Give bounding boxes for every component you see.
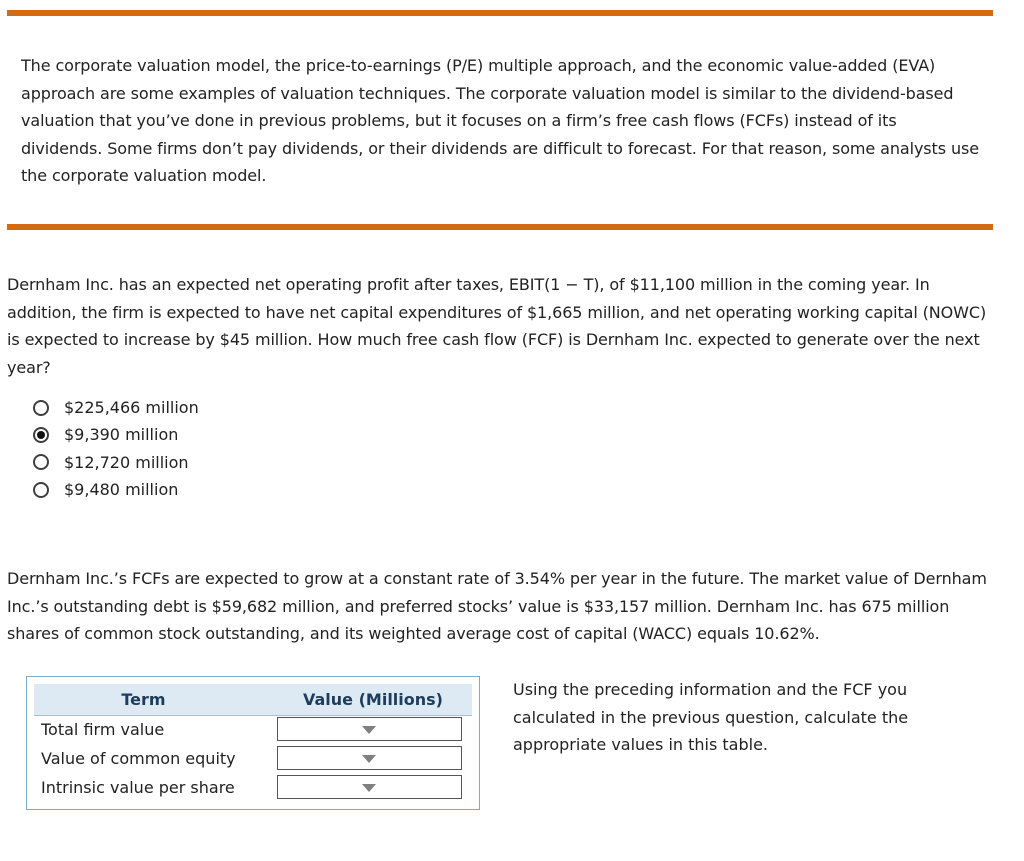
answer-option-2[interactable] xyxy=(33,421,199,448)
intro-paragraph: The corporate valuation model, the price-to-earnings (P/E) multiple approach, and the economic value-added (EVA) approach are some examples of valuation techniques. The corporate valuation model is similar to the dividend-based valuation that you’ve done in previous problems, but it focuses on a firm’s free cash flows (FCFs) instead of its dividends. Some firms don’t pay dividends, or their dividends are difficult to forecast. For that reason, some analysts use the corporate valuation model. xyxy=(21,56,979,185)
section-divider xyxy=(7,224,993,230)
total-firm-value-dropdown[interactable] xyxy=(277,717,462,741)
answer-option-3[interactable] xyxy=(33,449,199,476)
radio-icon[interactable] xyxy=(33,400,49,416)
table-row xyxy=(41,773,465,802)
chevron-down-icon xyxy=(362,755,376,763)
intrinsic-value-dropdown[interactable] xyxy=(277,775,462,799)
question-2-text: Dernham Inc.’s FCFs are expected to grow at a constant rate of 3.54% per year in the future. The market value of Dernham Inc.’s outstanding debt is $59,682 million, and preferred stocks’ value is $33,157 million. Dernham Inc. has 675 million shares of common stock outstanding, and its weighted average cost of capital (WACC) equals 10.62%. xyxy=(7,569,987,643)
chevron-down-icon xyxy=(362,784,376,792)
table-header xyxy=(34,684,472,716)
answer-option-label: $9,480 million xyxy=(64,480,179,500)
answer-option-label: $225,466 million xyxy=(64,398,199,418)
top-divider xyxy=(7,10,993,16)
table-row xyxy=(41,744,465,773)
answer-option-label: $12,720 million xyxy=(64,452,189,472)
table-instructions: Using the preceding information and the FCF you calculated in the previous question, calculate the appropriate values in this table. xyxy=(513,680,909,754)
table-row xyxy=(41,715,465,744)
chevron-down-icon xyxy=(362,726,376,734)
column-header-value: Value (Millions) xyxy=(303,690,443,709)
common-equity-dropdown[interactable] xyxy=(277,746,462,770)
column-header-term: Term xyxy=(121,690,166,709)
row-label-common-equity: Value of common equity xyxy=(41,749,236,768)
answer-option-label: $9,390 million xyxy=(64,425,179,445)
answer-option-4[interactable] xyxy=(33,476,199,503)
answer-option-1[interactable] xyxy=(33,394,199,421)
answer-options xyxy=(33,394,199,503)
row-label-total-firm-value: Total firm value xyxy=(41,720,165,739)
radio-selected-icon[interactable] xyxy=(33,427,49,443)
radio-icon[interactable] xyxy=(33,454,49,470)
valuation-table xyxy=(26,676,480,810)
row-label-intrinsic-value: Intrinsic value per share xyxy=(41,778,235,797)
radio-icon[interactable] xyxy=(33,482,49,498)
question-1-text: Dernham Inc. has an expected net operating profit after taxes, EBIT(1 − T), of $11,100 million in the coming year. In addition, the firm is expected to have net capital expenditures of $1,665 million, and net operating working capital (NOWC) is expected to increase by $45 million. How much free cash flow (FCF) is Dernham Inc. expected to generate over the next year? xyxy=(7,275,987,377)
